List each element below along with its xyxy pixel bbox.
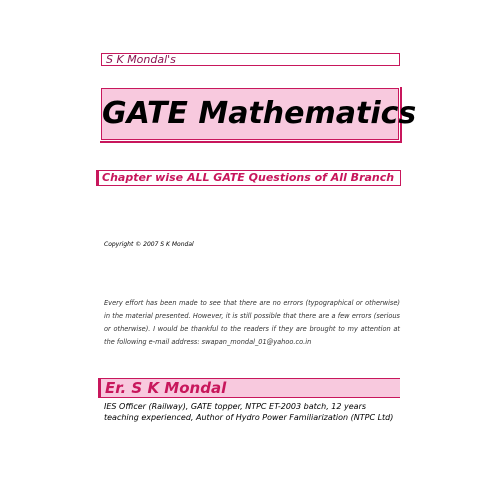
- document-title: GATE Mathematics: [102, 96, 417, 131]
- author-name: Er. S K Mondal: [105, 379, 227, 397]
- author-bio: IES Officer (Railway), GATE topper, NTPC ET-2003 batch, 12 years teaching experienced, Author of Hydro Power Familiarization (NTPC Ltd): [104, 402, 394, 422]
- document-subtitle: Chapter wise ALL GATE Questions of All Branch: [102, 171, 395, 184]
- author-tag-box: [101, 53, 400, 66]
- title-box: [101, 88, 417, 140]
- author-name-box: [98, 378, 400, 398]
- subtitle-box: [96, 170, 401, 186]
- copyright-notice: Copyright © 2007 S K Mondal: [104, 241, 194, 248]
- author-tag-text: S K Mondal's: [106, 53, 176, 66]
- disclaimer-paragraph: Every effort has been made to see that there are no errors (typographical or otherwise) in the material presented. However, it is still possible that there are a few errors (serious or otherwise). I would be thankful to the readers if they are brought to my attention at the following e-mail address: swapan_mondal_01@yahoo.co.in: [104, 299, 400, 346]
